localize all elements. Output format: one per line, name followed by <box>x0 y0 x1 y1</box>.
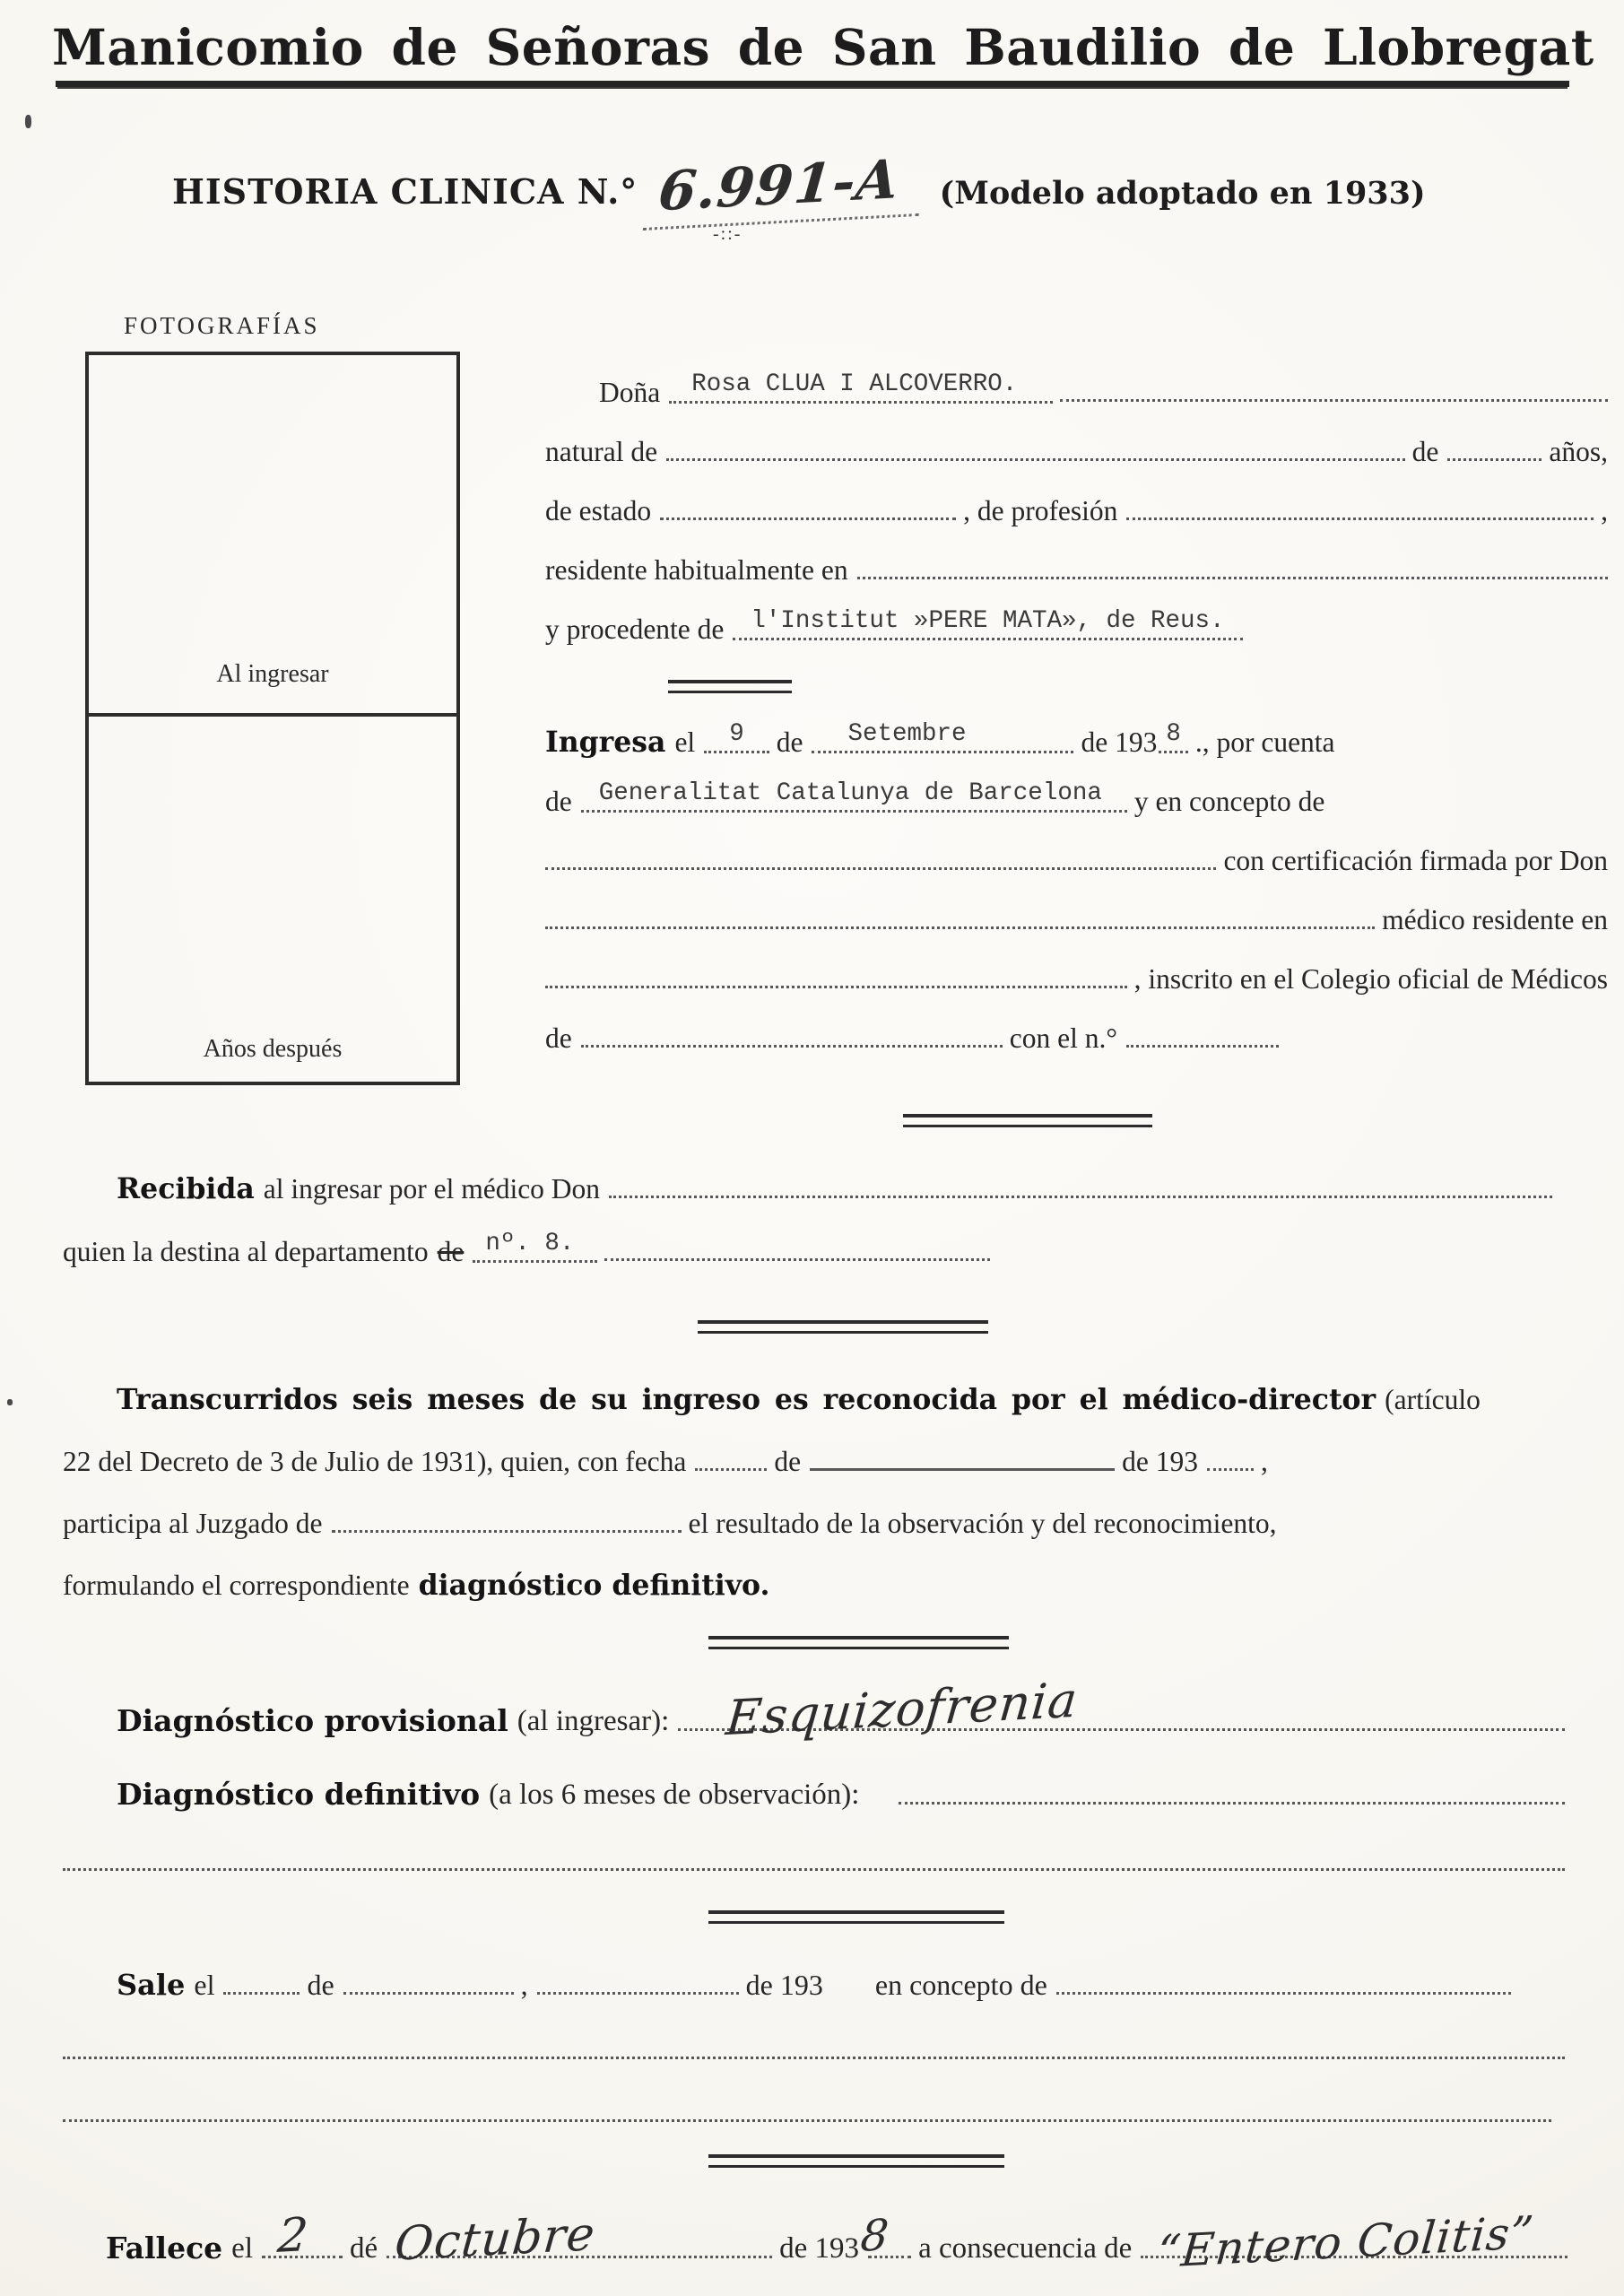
dotted-line <box>899 1802 1565 1805</box>
spacer <box>545 651 1608 705</box>
review-paragraph <box>63 1360 1565 1607</box>
dotted-line <box>1447 458 1541 461</box>
de-193-label: de 193 <box>779 2232 860 2265</box>
section-divider <box>708 1636 1009 1649</box>
history-number-label: HISTORIA CLINICA N.° <box>172 171 638 212</box>
field-medico-residente <box>545 883 1608 942</box>
con-numero-label: con el n.° <box>1009 1022 1117 1054</box>
destino-label: quien la destina al departamento <box>63 1236 429 1267</box>
fallece-label: Fallece <box>106 2231 223 2266</box>
patient-name-typed: Rosa CLUA I ALCOVERRO. <box>669 370 1053 404</box>
diagnostico-provisional-label: Diagnóstico provisional <box>117 1703 508 1738</box>
comma-label: , <box>1260 1446 1268 1477</box>
procedente-label: y procedente de <box>545 613 725 645</box>
review-line-4 <box>63 1545 1565 1607</box>
dotted-line <box>666 458 1405 461</box>
photo-caption-at-admission: Al ingresar <box>216 660 329 688</box>
diagnosis-section <box>63 1668 1565 1817</box>
transcurridos-label: Transcurridos seis meses de su ingreso es reconocida por el médico-director <box>117 1383 1376 1416</box>
profesion-label: , de profesión <box>963 495 1118 526</box>
estado-label: de estado <box>545 495 652 526</box>
anos-label: años, <box>1549 436 1608 467</box>
ingreso-dia-typed: 9 <box>704 720 769 753</box>
en-concepto-label: en concepto de <box>874 1969 1047 2001</box>
de-label: de <box>545 1022 572 1054</box>
dotted-line <box>386 2207 772 2272</box>
resultado-label: el resultado de la observación y del reconocimiento, <box>688 1508 1277 1539</box>
full-width-dotted-rule <box>63 1868 1565 1871</box>
medico-residente-label: médico residente en <box>1382 904 1608 935</box>
dotted-line <box>545 986 1127 988</box>
dotted-line <box>604 1258 990 1261</box>
dona-label: Doña <box>599 377 661 408</box>
reception-paragraph <box>63 1148 1565 1274</box>
residente-label: residente habitualmente en <box>545 554 848 586</box>
natural-de-label: natural de <box>545 436 658 467</box>
de-label: de <box>774 1446 802 1477</box>
fallece-dia-handwritten: 2 <box>275 2208 311 2264</box>
section-divider <box>708 1910 1004 1924</box>
section-divider <box>668 680 792 693</box>
ingreso-mes-typed: Setembre <box>812 720 1073 753</box>
dotted-line <box>223 1992 300 1995</box>
de-label: de <box>1411 436 1439 467</box>
title-rule <box>56 81 1569 87</box>
photo-frame-divider <box>85 713 460 717</box>
full-width-dotted-rule <box>63 2057 1565 2059</box>
dotted-line <box>545 926 1375 929</box>
el-label: el <box>194 1969 215 2001</box>
dotted-line <box>678 1671 1565 1747</box>
dotted-line <box>857 577 1608 579</box>
field-estado-profesion <box>545 474 1608 533</box>
de-193-label: de 193 <box>745 1969 823 2001</box>
de-193-label: de 193 <box>1081 726 1158 758</box>
section-divider <box>708 2154 1004 2168</box>
de-label: de <box>307 1969 334 2001</box>
scan-speck <box>25 115 31 128</box>
field-residencia <box>545 533 1608 592</box>
al-ingresar-nota: (al ingresar): <box>517 1705 670 1737</box>
dotted-line <box>545 867 1216 870</box>
dotted-line <box>695 1468 767 1471</box>
section-divider <box>698 1320 988 1334</box>
dotted-line <box>858 2210 911 2262</box>
section-divider <box>903 1114 1152 1127</box>
field-fallece <box>106 2190 1568 2278</box>
photos-section-label: FOTOGRAFÍAS <box>124 312 320 339</box>
history-number-handwritten: 6.991-A <box>643 147 925 230</box>
field-diagnostico-provisional <box>63 1668 1565 1747</box>
el-label: el <box>231 2232 253 2265</box>
field-numero-colegiado <box>545 1001 1608 1060</box>
certificacion-label: con certificación firmada por Don <box>1223 845 1608 876</box>
field-recibida <box>63 1148 1565 1211</box>
ruled-line <box>810 1468 1115 1471</box>
field-sale <box>63 1939 1565 2007</box>
dotted-line <box>581 1045 1003 1048</box>
scan-speck <box>7 1399 13 1405</box>
field-natural-de <box>545 414 1608 474</box>
clinical-history-heading <box>172 148 1426 224</box>
review-line-1 <box>63 1360 1565 1422</box>
diagnostico-provisional-handwritten: Esquizofrenia <box>724 1671 1081 1747</box>
full-width-dotted-rule <box>63 2119 1551 2122</box>
de-label: dé <box>350 2232 378 2265</box>
por-cuenta-label: ., por cuenta <box>1194 726 1335 758</box>
dotted-line <box>1126 1045 1279 1048</box>
concepto-label: y en concepto de <box>1133 786 1325 817</box>
dotted-line <box>660 517 956 520</box>
de-label: de <box>545 786 572 817</box>
comma-label: , <box>520 1969 528 2001</box>
inscrito-label: , inscrito en el Colegio oficial de Médicos <box>1133 963 1608 995</box>
death-section <box>106 2190 1568 2278</box>
field-ingresa-fecha <box>545 705 1608 764</box>
articulo-label: (artículo <box>1385 1384 1481 1415</box>
fallece-mes-handwritten: Octubre <box>392 2207 598 2272</box>
procedencia-typed: l'Institut »PERE MATA», de Reus. <box>733 607 1242 640</box>
photo-caption-years-later: Años después <box>203 1035 343 1063</box>
dotted-line <box>609 1196 1552 1198</box>
photo-frame <box>85 352 460 1085</box>
juzgado-label: participa al Juzgado de <box>63 1508 323 1539</box>
page-title: Manicomio de Señoras de San Baudilio de Llobregat <box>52 18 1594 76</box>
patient-details-column <box>545 355 1608 1060</box>
model-note: (Modelo adoptado en 1933) <box>939 175 1426 212</box>
cuenta-typed: Generalitat Catalunya de Barcelona <box>581 779 1127 813</box>
review-line-3 <box>63 1483 1565 1545</box>
review-line-2 <box>63 1422 1565 1483</box>
field-certificacion <box>545 823 1608 883</box>
dotted-line <box>1141 2206 1568 2278</box>
seis-meses-nota: (a los 6 meses de observación): <box>489 1779 860 1811</box>
field-name-line <box>545 355 1608 414</box>
ingresa-label: Ingresa <box>545 726 666 759</box>
recibida-label: Recibida <box>117 1172 255 1205</box>
field-diagnostico-definitivo <box>63 1744 1565 1817</box>
dotted-line <box>1060 399 1608 402</box>
consecuencia-label: a consecuencia de <box>918 2232 1133 2265</box>
de-label: de <box>776 726 803 758</box>
diagnostico-definitivo-label: diagnóstico definitivo. <box>418 1569 770 1602</box>
dotted-line <box>1056 1992 1511 1995</box>
ornament-mark: -::- <box>713 224 743 244</box>
field-colegio-medicos <box>545 942 1608 1001</box>
dotted-line <box>343 1992 514 1995</box>
el-label: el <box>674 726 696 758</box>
dotted-line <box>1207 1468 1254 1471</box>
dotted-line <box>262 2208 343 2264</box>
departamento-typed: nº. 8. <box>473 1230 597 1263</box>
formulando-label: formulando el correspondiente <box>63 1570 410 1601</box>
field-por-cuenta-de <box>545 764 1608 823</box>
field-procedencia <box>545 592 1608 651</box>
diagnostico-definitivo-label: Diagnóstico definitivo <box>117 1777 481 1812</box>
comma-label: , <box>1601 495 1608 526</box>
field-departamento <box>63 1211 1565 1274</box>
sale-label: Sale <box>117 1968 186 2002</box>
dotted-line <box>1126 517 1594 520</box>
ingreso-anyo-typed: 8 <box>1159 720 1188 753</box>
fallece-causa-handwritten: “Entero Colitis” <box>1155 2206 1537 2278</box>
recibida-texto: al ingresar por el médico Don <box>263 1173 601 1205</box>
fallece-anyo-handwritten: 8 <box>858 2210 892 2262</box>
dotted-line <box>332 1530 682 1533</box>
de-tachado: de <box>437 1236 465 1267</box>
de-193-label: de 193 <box>1122 1446 1198 1477</box>
dotted-line <box>537 1992 739 1995</box>
decreto-label: 22 del Decreto de 3 de Julio de 1931), quien, con fecha <box>63 1446 687 1477</box>
discharge-section <box>63 1939 1565 2007</box>
